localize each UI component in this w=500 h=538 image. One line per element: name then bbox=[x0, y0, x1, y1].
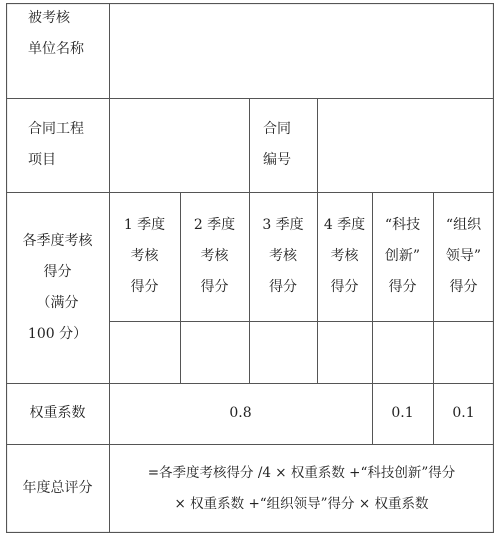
org-leadership-score-header bbox=[433, 192, 494, 321]
quarter-scores-label-line4: 100 分） bbox=[27, 325, 88, 342]
quarter-scores-label-line3: （满分 bbox=[36, 294, 79, 311]
quarter-scores-label-line2: 得分 bbox=[43, 263, 72, 280]
q2-score-header bbox=[180, 192, 249, 321]
q3-header-line3: 得分 bbox=[269, 279, 297, 295]
q4-header-line2: 考核 bbox=[330, 248, 359, 264]
q2-header-line2: 考核 bbox=[200, 248, 229, 264]
tech-innovation-score-value[interactable] bbox=[372, 321, 433, 383]
org-header-line1: “组织 bbox=[445, 217, 482, 233]
tech-header-line3: 得分 bbox=[388, 279, 417, 295]
org-weight-value: 0.1 bbox=[452, 405, 475, 421]
tech-innovation-score-header bbox=[372, 192, 433, 321]
q3-header-line1: 3 季度 bbox=[262, 217, 304, 233]
unit-name-label bbox=[6, 3, 109, 98]
tech-header-line2: 创新” bbox=[384, 248, 421, 264]
contract-number-label-line2: 编号 bbox=[263, 152, 291, 168]
tech-weight-value: 0.1 bbox=[391, 405, 414, 421]
annual-score-label: 年度总评分 bbox=[22, 480, 93, 496]
q3-score-header bbox=[249, 192, 317, 321]
q3-score-value[interactable] bbox=[249, 321, 317, 383]
quarter-weight-value: 0.8 bbox=[229, 405, 252, 421]
contract-number-label-line1: 合同 bbox=[263, 121, 291, 137]
q4-score-header bbox=[317, 192, 372, 321]
contract-number-label bbox=[249, 98, 317, 192]
quarter-scores-label bbox=[6, 192, 109, 383]
q1-header-line3: 得分 bbox=[130, 279, 159, 295]
q4-score-value[interactable] bbox=[317, 321, 372, 383]
q1-header-line2: 考核 bbox=[130, 248, 159, 264]
unit-name-label-line2: 单位名称 bbox=[28, 41, 84, 57]
contract-number-value[interactable] bbox=[317, 98, 494, 192]
q2-score-value[interactable] bbox=[180, 321, 249, 383]
unit-name-label-line1: 被考核 bbox=[28, 10, 70, 26]
annual-score-formula-line1: =各季度考核得分 /4 × 权重系数 +“科技创新”得分 bbox=[147, 464, 456, 481]
q3-header-line2: 考核 bbox=[269, 248, 297, 264]
project-label bbox=[6, 98, 109, 192]
assessment-form-table bbox=[6, 3, 494, 533]
project-label-line1: 合同工程 bbox=[28, 121, 84, 137]
q4-header-line1: 4 季度 bbox=[323, 217, 366, 233]
project-value[interactable] bbox=[109, 98, 249, 192]
q1-score-header bbox=[109, 192, 180, 321]
project-label-line2: 项目 bbox=[28, 152, 56, 168]
q1-header-line1: 1 季度 bbox=[123, 217, 166, 233]
annual-score-formula-line2: × 权重系数 +“组织领导”得分 × 权重系数 bbox=[174, 495, 429, 512]
tech-header-line1: “科技 bbox=[384, 217, 421, 233]
q1-score-value[interactable] bbox=[109, 321, 180, 383]
quarter-scores-label-line1: 各季度考核 bbox=[22, 232, 93, 249]
org-header-line3: 得分 bbox=[449, 279, 478, 295]
unit-name-value[interactable] bbox=[109, 3, 494, 98]
org-leadership-score-value[interactable] bbox=[433, 321, 494, 383]
q2-header-line1: 2 季度 bbox=[193, 217, 236, 233]
q4-header-line3: 得分 bbox=[330, 279, 359, 295]
annual-score-formula bbox=[109, 444, 494, 533]
weights-label: 权重系数 bbox=[29, 405, 86, 421]
org-header-line2: 领导” bbox=[445, 248, 482, 264]
q2-header-line3: 得分 bbox=[200, 279, 229, 295]
